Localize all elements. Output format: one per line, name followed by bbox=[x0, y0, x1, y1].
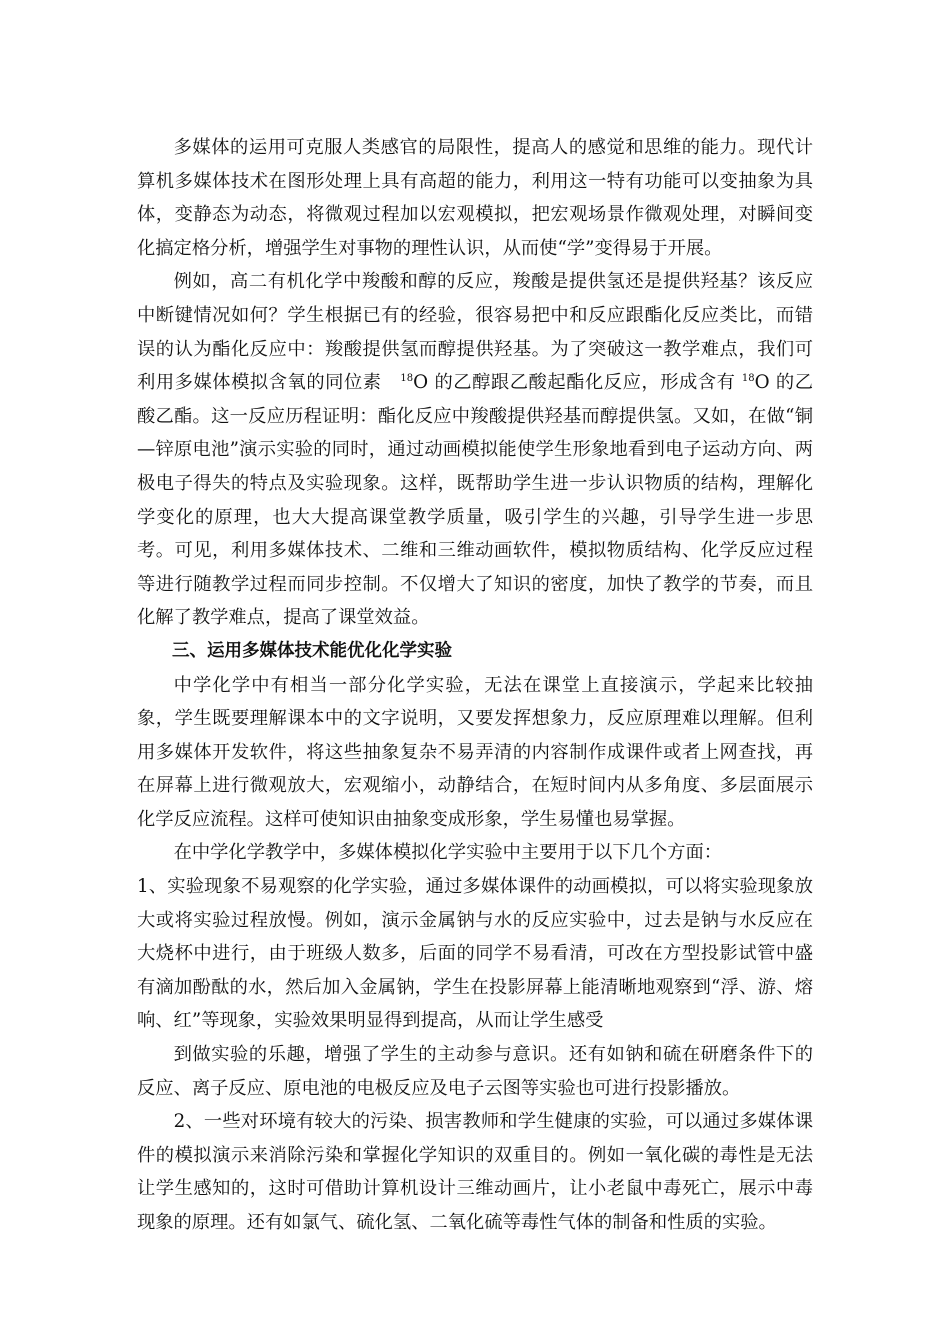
paragraph-text: 的乙醇跟乙酸起酯化反应，形成含有 bbox=[428, 372, 742, 394]
isotope-mass-number: 18 bbox=[741, 373, 755, 385]
paragraph-experiments-intro: 中学化学中有相当一部分化学实验，无法在课堂上直接演示，学起来比较抽象，学生既要理解课本中的文字说明，又要发挥想象力，反应原理难以理解。但利用多媒体开发软件，将这些抽象复杂不易弄清的内容制作成课件或者上网查找，再在屏幕上进行微观放大，宏观缩小，动静结合，在短时间内从多角度、多层面展示化学反应流程。这样可使知识由抽象变成形象，学生易懂也易掌握。 bbox=[137, 674, 813, 830]
paragraph-text: 的乙酸乙酯。这一反应历程证明：酯化反应中羧酸提供羟基而醇提供氢。又如，在做“铜—锌原电池”演示实验的同时，通过动画模拟能使学生形象地看到电子运动方向、两极电子得失的特点及实验现象。这样，既帮助学生进一步认识物质的结构，理解化学变化的原理，也大大提高课堂教学质量，吸引学生的兴趣，引导学生进一步思考。可见，利用多媒体技术、二维和三维动画软件，模拟物质结构、化学反应过程等进行随教学过程而同步控制。不仅增大了知识的密度，加快了教学的节奏，而且化解了教学难点，提高了课堂效益。 bbox=[137, 372, 814, 629]
isotope-symbol: O bbox=[413, 372, 429, 394]
paragraph-aspects-intro: 在中学化学教学中，多媒体模拟化学实验中主要用于以下几个方面： bbox=[173, 842, 723, 864]
paragraph-text: 例如，高二有机化学中羧酸和醇的反应，羧酸是提供氢还是提供羟基？该反应中断键情况如何？学生根据已有的经验，很容易把中和反应跟酯化反应类比，而错误的认为酯化反应中：羧酸提供氢而醇提供羟基。为了突破这一教学难点，我们可利用多媒体模拟含氧的同位素 bbox=[137, 271, 813, 394]
document-body bbox=[137, 131, 813, 1240]
paragraph-continued: 到做实验的乐趣，增强了学生的主动参与意识。还有如钠和硫在研磨条件下的反应、离子反应、原电池的电极反应及电子云图等实验也可进行投影播放。 bbox=[137, 1044, 813, 1099]
isotope-symbol: O bbox=[754, 372, 770, 394]
paragraph-esterification-example bbox=[137, 265, 813, 635]
section-heading-3: 三、运用多媒体技术能优化化学实验 bbox=[172, 640, 452, 661]
list-item-2: 2、一些对环境有较大的污染、损害教师和学生健康的实验，可以通过多媒体课件的模拟演示来消除污染和掌握化学知识的双重目的。例如一氧化碳的毒性是无法让学生感知的，这时可借助计算机设计三维动画片，让小老鼠中毒死亡，展示中毒现象的原理。还有如氯气、硫化氢、二氧化硫等毒性气体的制备和性质的实验。 bbox=[137, 1111, 813, 1233]
isotope-mass-number: 18 bbox=[400, 373, 414, 385]
list-item-1: 1、实验现象不易观察的化学实验，通过多媒体课件的动画模拟，可以将实验现象放大或将实验过程放慢。例如，演示金属钠与水的反应实验中，过去是钠与水反应在大烧杯中进行，由于班级人数多，后面的同学不易看清，可改在方型投影试管中盛有滴加酚酞的水，然后加入金属钠，学生在投影屏幕上能清晰地观察到“浮、游、熔响、红”等现象，实验效果明显得到提高，从而让学生感受 bbox=[137, 876, 813, 1032]
paragraph-multimedia-advantages: 多媒体的运用可克服人类感官的局限性，提高人的感觉和思维的能力。现代计算机多媒体技术在图形处理上具有高超的能力，利用这一特有功能可以变抽象为具体，变静态为动态，将微观过程加以宏观模拟，把宏观场景作微观处理，对瞬间变化搞定格分析，增强学生对事物的理性认识，从而使“学”变得易于开展。 bbox=[137, 137, 813, 259]
